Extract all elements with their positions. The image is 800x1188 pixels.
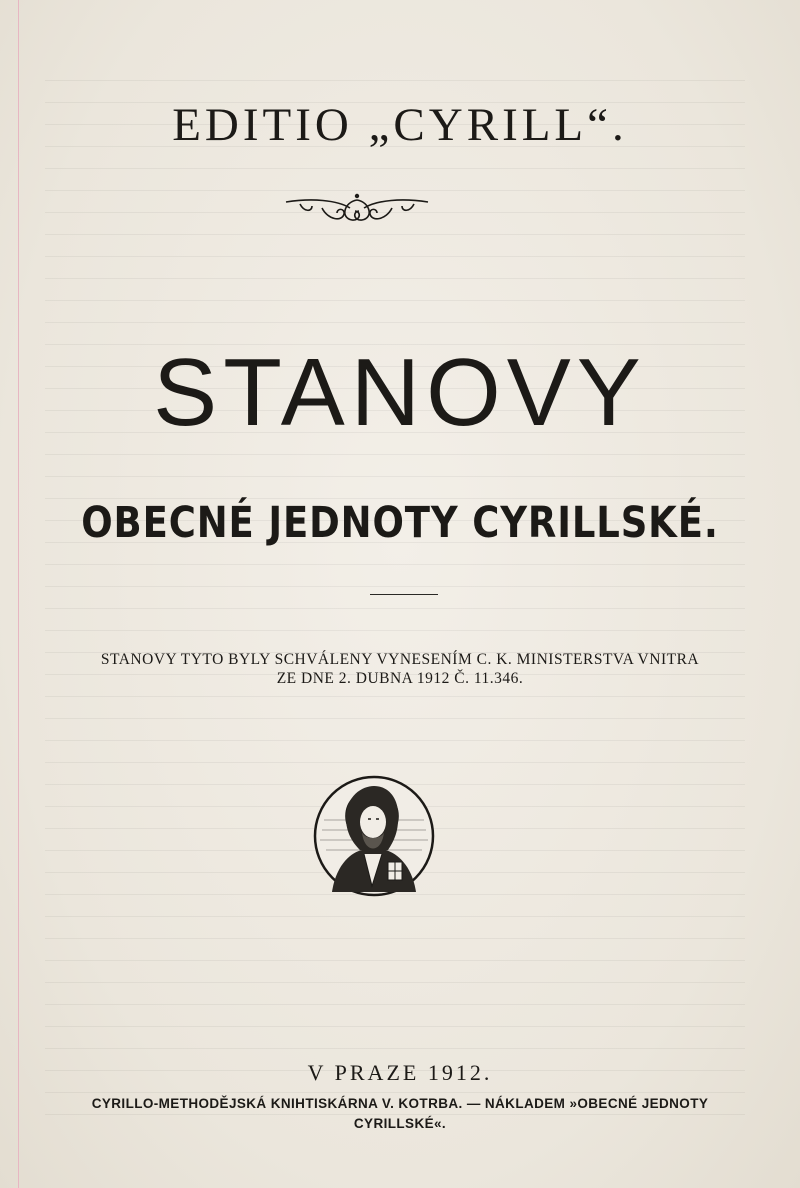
show-through-texture xyxy=(45,80,745,1130)
printer-line-1: CYRILLO-METHODĚJSKÁ KNIHTISKÁRNA V. KOTRBA. — NÁKLADEM »OBECNÉ JEDNOTY xyxy=(91,1096,709,1111)
printer-line-2: CYRILLSKÉ«. xyxy=(353,1116,447,1131)
scroll-flourish-icon xyxy=(282,190,432,230)
approval-line-1: STANOVY TYTO BYLY SCHVÁLENY VYNESENÍM C. K. MINISTERSTVA VNITRA xyxy=(100,651,700,668)
imprint-place-year: V PRAZE 1912. xyxy=(307,1060,493,1085)
series-title: EDITIO „CYRILL“. xyxy=(172,99,628,151)
divider xyxy=(370,594,438,595)
page-subtitle: OBECNÉ JEDNOTY CYRILLSKÉ. xyxy=(81,498,719,548)
saint-cyril-medallion-icon xyxy=(312,774,436,898)
approval-line-2: ZE DNE 2. DUBNA 1912 Č. 11.346. xyxy=(276,670,524,687)
approval-note xyxy=(0,650,800,688)
page-title: STANOVY xyxy=(153,339,647,446)
printer-imprint xyxy=(0,1094,800,1134)
margin-rule xyxy=(18,0,19,1188)
